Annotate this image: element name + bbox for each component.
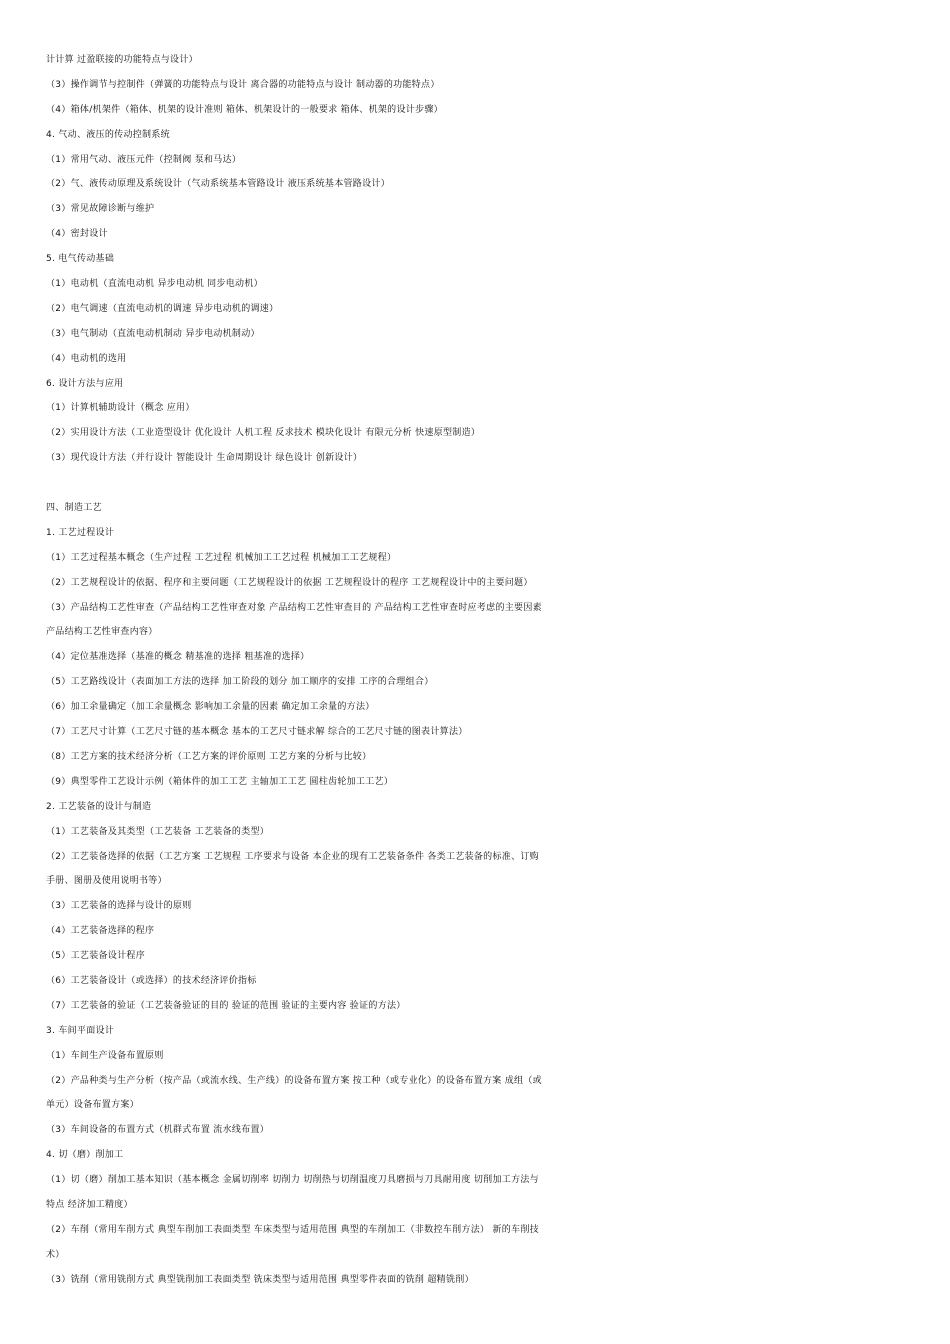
text-line: 6. 设计方法与应用	[46, 378, 124, 389]
text-line: 2. 工艺装备的设计与制造	[46, 801, 152, 812]
text-line: （3）车间设备的布置方式（机群式布置 流水线布置）	[46, 1125, 270, 1136]
text-line: （5）工艺路线设计（表面加工方法的选择 加工阶段的划分 加工顺序的安排 工序的合理组合）	[46, 677, 434, 688]
text-line: （1）工艺过程基本概念（生产过程 工艺过程 机械加工工艺过程 机械加工工艺规程）	[46, 552, 397, 563]
text-line: （3）产品结构工艺性审查（产品结构工艺性审查对象 产品结构工艺性审查目的 产品结构工艺性审查时应考虑的主要因素	[46, 602, 542, 613]
text-line: 单元）设备布置方案）	[46, 1100, 140, 1111]
text-line: （2）车削（常用车削方式 典型车削加工表面类型 车床类型与适用范围 典型的车削加工（非数控车削方法） 新的车削技	[46, 1224, 539, 1235]
text-line: （2）工艺规程设计的依据、程序和主要问题（工艺规程设计的依据 工艺规程设计的程序 工艺规程设计中的主要问题）	[46, 577, 533, 588]
text-line: （7）工艺装备的验证（工艺装备验证的目的 验证的范围 验证的主要内容 验证的方法）	[46, 1000, 406, 1011]
text-line: 术）	[46, 1249, 65, 1260]
text-line: （4）定位基准选择（基准的概念 精基准的选择 粗基准的选择）	[46, 652, 310, 663]
text-line: 计计算 过盈联接的功能特点与设计）	[46, 55, 198, 65]
text-line: （4）密封设计	[46, 229, 108, 240]
text-line: （7）工艺尺寸计算（工艺尺寸链的基本概念 基本的工艺尺寸链求解 综合的工艺尺寸链的图表计算法）	[46, 727, 468, 738]
text-line: （3）电气制动（直流电动机制动 异步电动机制动）	[46, 328, 260, 339]
text-line: （1）常用气动、液压元件（控制阀 泵和马达）	[46, 154, 242, 165]
text-line: （5）工艺装备设计程序	[46, 951, 146, 962]
text-line: （2）工艺装备选择的依据（工艺方案 工艺规程 工序要求与设备 本企业的现有工艺装备条件 各类工艺装备的标准、订购	[46, 851, 539, 862]
text-line: 4. 气动、液压的传动控制系统	[46, 129, 170, 140]
text-line: （1）工艺装备及其类型（工艺装备 工艺装备的类型）	[46, 826, 270, 837]
text-line: （3）铣削（常用铣削方式 典型铣削加工表面类型 铣床类型与适用范围 典型零件表面的铣削 超精铣削）	[46, 1274, 474, 1285]
text-line: （1）车间生产设备布置原则	[46, 1050, 164, 1061]
text-line: （3）操作调节与控制件（弹簧的功能特点与设计 离合器的功能特点与设计 制动器的功能特点）	[46, 79, 440, 90]
text-line: （3）工艺装备的选择与设计的原则	[46, 901, 192, 912]
text-line: （3）常见故障诊断与维护	[46, 204, 155, 215]
document-page	[46, 48, 906, 1293]
text-line: （6）工艺装备设计（或选择）的技术经济评价指标	[46, 975, 257, 986]
blank-line	[46, 471, 906, 496]
text-line: （1）切（磨）削加工基本知识（基本概念 金属切削率 切削力 切削热与切削温度刀具磨损与刀具耐用度 切削加工方法与	[46, 1175, 539, 1186]
text-line: 特点 经济加工精度）	[46, 1199, 133, 1210]
text-line: 4. 切（磨）削加工	[46, 1150, 124, 1161]
text-line: 5. 电气传动基础	[46, 254, 115, 265]
text-line: （2）电气调速（直流电动机的调速 异步电动机的调速）	[46, 303, 279, 314]
text-line: （6）加工余量确定（加工余量概念 影响加工余量的因素 确定加工余量的方法）	[46, 702, 375, 713]
text-line: （8）工艺方案的技术经济分析（工艺方案的评价原则 工艺方案的分析与比较）	[46, 751, 372, 762]
text-line: 四、制造工艺	[46, 503, 102, 514]
text-line: （2）气、液传动原理及系统设计（气动系统基本管路设计 液压系统基本管路设计）	[46, 179, 390, 190]
text-line: 1. 工艺过程设计	[46, 527, 115, 538]
text-line: （9）典型零件工艺设计示例（箱体件的加工工艺 主轴加工工艺 圆柱齿轮加工工艺）	[46, 776, 394, 787]
text-line: （2）实用设计方法（工业造型设计 优化设计 人机工程 反求技术 模块化设计 有限元分析 快速原型制造）	[46, 428, 481, 439]
text-line: 手册、图册及使用说明书等）	[46, 876, 167, 887]
text-line: 3. 车间平面设计	[46, 1025, 115, 1036]
text-line: （4）电动机的选用	[46, 353, 127, 364]
text-line: （3）现代设计方法（并行设计 智能设计 生命周期设计 绿色设计 创新设计）	[46, 453, 363, 464]
text-line: （4）工艺装备选择的程序	[46, 926, 155, 937]
text-line: （1）计算机辅助设计（概念 应用）	[46, 403, 195, 414]
text-line: 产品结构工艺性审查内容）	[46, 627, 158, 638]
text-line: （1）电动机（直流电动机 异步电动机 同步电动机）	[46, 279, 263, 290]
text-line: （2）产品种类与生产分析（按产品（或流水线、生产线）的设备布置方案 按工种（或专业化）的设备布置方案 成组（或	[46, 1075, 542, 1086]
text-line: （4）箱体/机架件（箱体、机架的设计准则 箱体、机架设计的一般要求 箱体、机架的设计步骤）	[46, 104, 443, 115]
